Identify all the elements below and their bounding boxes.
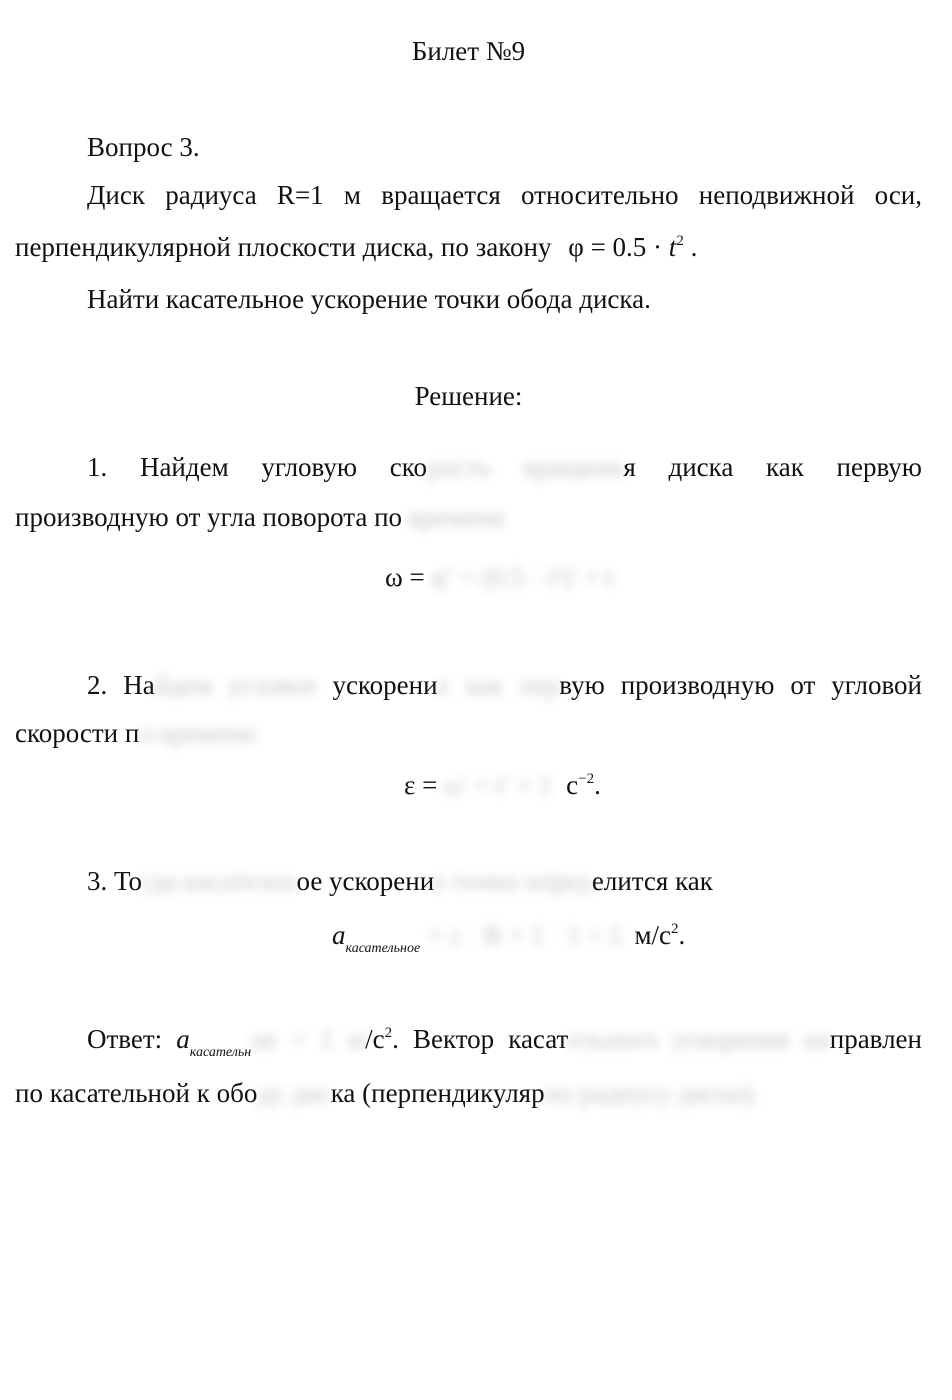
step3-line-a: 3. То [87, 866, 142, 896]
question-heading: Вопрос 3. [87, 132, 200, 162]
step2-line-1-blurred-2: е как пер [437, 670, 560, 700]
step3-line [15, 866, 922, 897]
step2-line-1-c: вую производную от угловой [559, 670, 922, 700]
answer-unit-exp: 2 [384, 1025, 393, 1041]
answer-unit: /c [365, 1024, 385, 1054]
epsilon-unit-end: . [594, 770, 601, 800]
step2-line-1-a: 2. На [87, 670, 155, 700]
step2-line-1-blurred-1: йдем угловое [154, 670, 317, 700]
epsilon-unit-base: c [566, 770, 579, 800]
step1-equation [385, 562, 952, 593]
step1-line-1-a: 1. Найдем угловую ско [87, 452, 427, 482]
answer-blurred-1: ое = 1 м [251, 1024, 366, 1054]
step1-line-1 [15, 452, 922, 483]
epsilon-label: ε = [404, 770, 445, 800]
problem-line-1: Диск радиуса R=1 м вращается относительно неподвижной оси, [87, 180, 922, 210]
step2-equation [404, 770, 952, 801]
step1-line-2-a: производную от угла поворота по [15, 502, 409, 532]
phi-formula [568, 232, 697, 262]
answer-line-1-c: правлен [829, 1024, 922, 1054]
step3-line-b: ое ускорени [296, 866, 435, 896]
answer-line-2-b: ка (перпендикуляр [330, 1078, 545, 1108]
epsilon-unit [566, 770, 601, 800]
step1-line-1-b: я диска как первую [623, 452, 922, 482]
omega-label: ω = [385, 562, 432, 592]
answer-subscript: касательн [189, 1045, 252, 1060]
a-tangential-unit-end: . [678, 920, 686, 950]
ticket-title: Билет №9 [411, 36, 526, 66]
problem-line-2 [15, 232, 922, 263]
step1-line-1-blurred: рость вращени [426, 452, 624, 482]
phi-formula-prefix: φ = 0.5 · [568, 232, 669, 262]
phi-formula-exp: 2 [676, 233, 684, 249]
step1-line-2 [15, 502, 922, 533]
epsilon-unit-exp: −2 [578, 771, 595, 787]
step2-line-1 [15, 670, 922, 701]
answer-line-1-b: . Вектор касат [392, 1024, 569, 1054]
step3-line-c: елится как [591, 866, 713, 896]
problem-task: Найти касательное ускорение точки обода диска. [87, 284, 651, 314]
a-tangential-formula-blurred: = ε · R = 1 · 1 = 1 [428, 920, 623, 950]
answer-line-2 [15, 1078, 922, 1109]
answer-var: a [176, 1024, 190, 1054]
step3-line-blurred-2: е точки опред [434, 866, 592, 896]
step2-line-2-a: скорости п [15, 718, 140, 748]
phi-formula-var: t [668, 232, 677, 262]
step2-line-2-blurred: о времени [139, 718, 256, 748]
answer-blurred-2: ельного ускорения на [568, 1024, 830, 1054]
step2-line-1-b: ускорени [316, 670, 438, 700]
answer-label: Ответ: [87, 1024, 177, 1054]
step3-line-blurred-1: гда касательн [141, 866, 297, 896]
step2-line-2 [15, 718, 922, 749]
answer-blurred-3: ду дис [256, 1078, 331, 1108]
solution-heading: Решение: [414, 381, 523, 411]
phi-formula-end: . [683, 232, 698, 262]
answer-line-1 [15, 1024, 922, 1061]
a-tangential-unit-base: м/c [634, 920, 672, 950]
a-tangential-unit [634, 920, 685, 950]
epsilon-formula-blurred: ω′ = t′ = 1 [444, 770, 553, 800]
step1-line-2-blurred: времени [408, 502, 505, 532]
omega-formula-blurred: φ′ = (0.5 · t²)′ = t [431, 562, 614, 592]
a-tangential-var: a [332, 920, 346, 950]
answer-blurred-4: но радиусу диска). [544, 1078, 759, 1108]
a-tangential-subscript: касательное [345, 941, 421, 956]
document-page [15, 0, 922, 1400]
answer-line-2-a: по касательной к обо [15, 1078, 257, 1108]
a-tangential-unit-exp: 2 [671, 921, 679, 937]
problem-line-2-text: перпендикулярной плоскости диска, по закону [15, 232, 552, 262]
step3-equation [332, 920, 952, 957]
